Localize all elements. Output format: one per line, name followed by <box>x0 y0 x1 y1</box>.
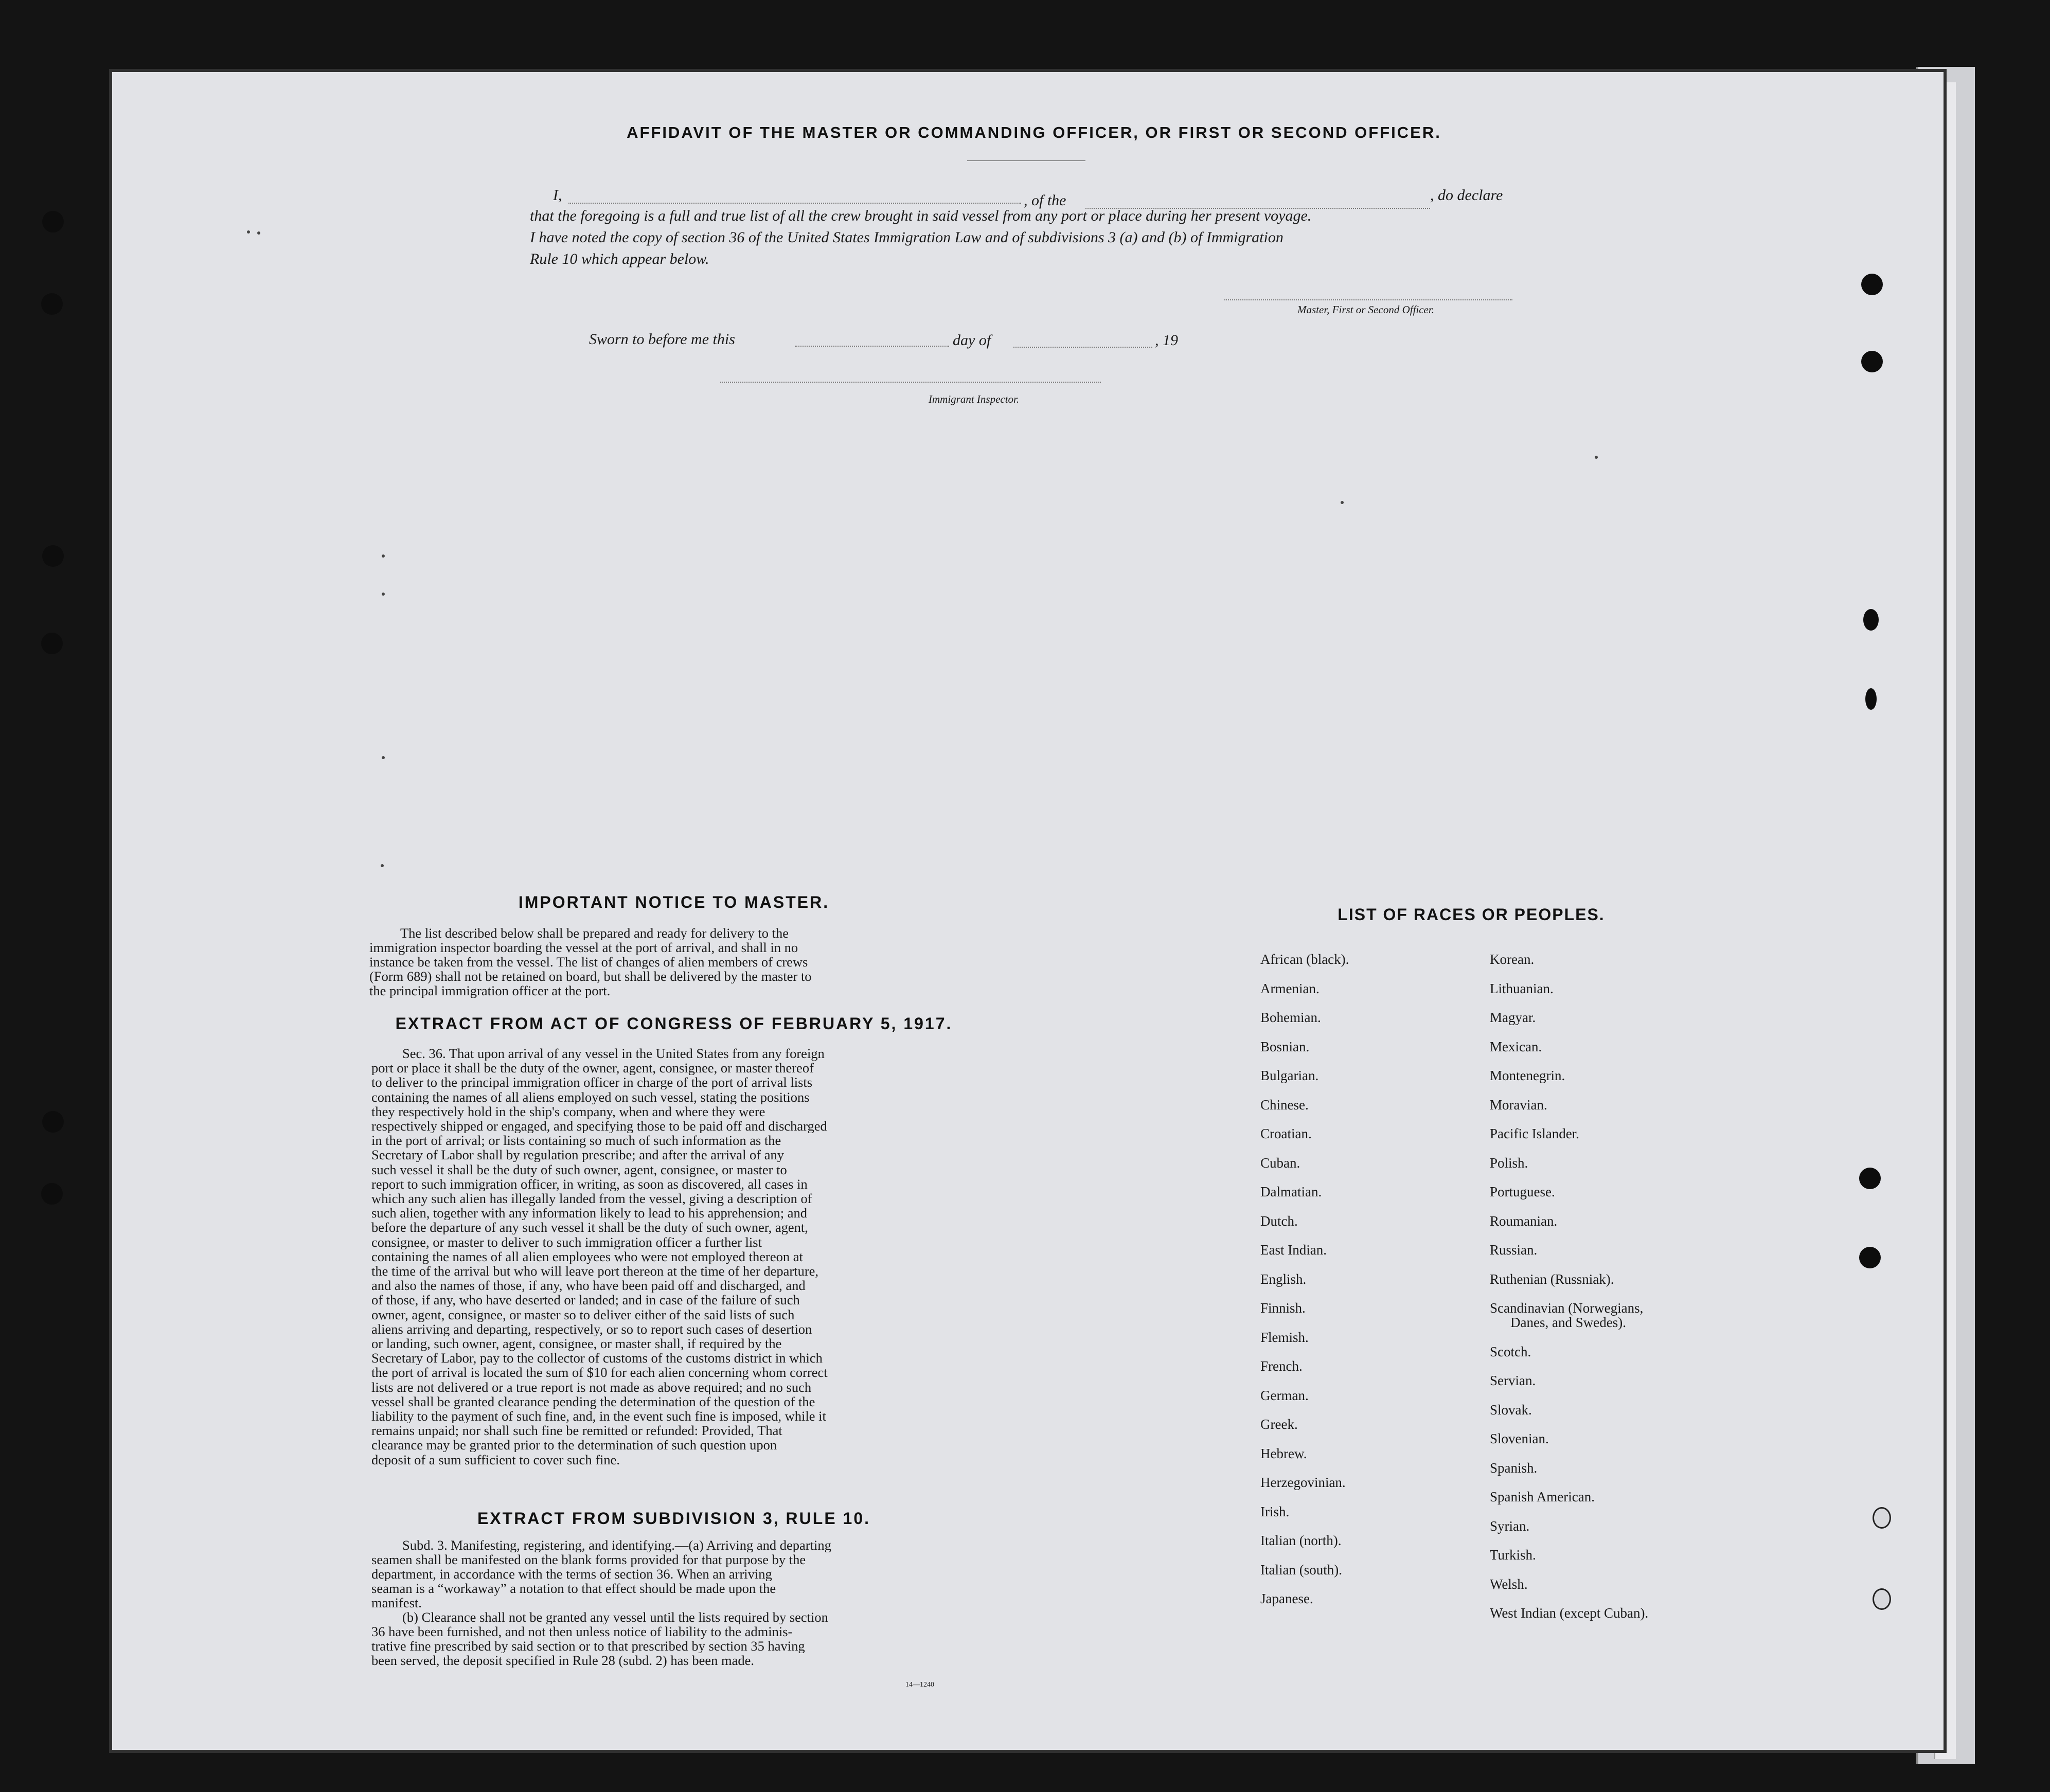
race-item: Armenian. <box>1260 980 1320 996</box>
race-item: Scandinavian (Norwegians, <box>1490 1300 1644 1316</box>
binder-hole <box>41 1183 63 1205</box>
race-item: Turkish. <box>1490 1547 1536 1563</box>
binder-hole <box>1865 688 1877 710</box>
race-item: German. <box>1260 1387 1309 1403</box>
text-line: The list described below shall be prepared and ready for delivery to the <box>400 926 789 940</box>
affidavit-line-2: that the foregoing is a full and true list of all the crew brought in said vessel from any port or place during her present voyage. <box>530 207 1312 224</box>
text-line: 36 have been furnished, and not then unless notice of liability to the adminis- <box>371 1624 793 1639</box>
text-line: the time of the arrival but who will leave port thereon at the time of her departure, <box>371 1264 819 1278</box>
race-item: Magyar. <box>1490 1010 1536 1025</box>
text-line: to deliver to the principal immigration officer in charge of the port of arrival lists <box>371 1075 813 1090</box>
race-item: Scotch. <box>1490 1343 1531 1359</box>
race-item: Moravian. <box>1490 1097 1547 1113</box>
text-line: consignee, or master to deliver to such immigration officer a further list <box>371 1234 762 1249</box>
race-item: Finnish. <box>1260 1300 1306 1316</box>
race-item: Servian. <box>1490 1373 1536 1388</box>
text-line: such vessel it shall be the duty of such owner, agent, consignee, or master to <box>371 1162 787 1177</box>
race-item: Slovak. <box>1490 1402 1532 1418</box>
race-item: Polish. <box>1490 1155 1528 1171</box>
race-item: English. <box>1260 1271 1307 1287</box>
affidavit-line-3: I have noted the copy of section 36 of the United States Immigration Law and of subdivisions 3 (a) and (b) of Immigration <box>530 229 1284 246</box>
text-line: lists are not delivered or a true report is not made as above required; and no such <box>371 1379 812 1394</box>
name-blank-line <box>568 203 1021 204</box>
text-line: (Form 689) shall not be retained on board, but shall be delivered by the master to <box>369 969 812 983</box>
stray-mark <box>1595 456 1598 459</box>
day-of-label: day of <box>953 332 991 349</box>
race-item: Bohemian. <box>1260 1010 1321 1025</box>
race-item: Montenegrin. <box>1490 1068 1565 1083</box>
sworn-label: Sworn to before me this <box>589 331 735 348</box>
text-line: the port of arrival is located the sum of $10 for each alien concerning whom correct <box>371 1365 828 1380</box>
binder-hole <box>1861 274 1883 295</box>
text-line: vessel shall be granted clearance pending the determination of the question of the <box>371 1394 815 1409</box>
race-item: Portuguese. <box>1490 1184 1555 1199</box>
race-item: Slovenian. <box>1490 1431 1549 1446</box>
text-line: trative fine prescribed by said section or to that prescribed by section 35 having <box>371 1639 805 1653</box>
race-item: Lithuanian. <box>1490 980 1554 996</box>
year-prefix: , 19 <box>1155 332 1178 349</box>
text-line: which any such alien has illegally landed from the vessel, giving a description of <box>371 1191 812 1206</box>
race-item: Dutch. <box>1260 1213 1298 1229</box>
race-item: Spanish American. <box>1490 1489 1595 1504</box>
text-line: aliens arriving and departing, respectively, or so to report such cases of desertion <box>371 1321 812 1336</box>
form-code: 14—1240 <box>905 1681 934 1689</box>
race-item: Japanese. <box>1260 1591 1313 1606</box>
text-line: before the departure of any such vessel it shall be the duty of such owner, agent, <box>371 1220 808 1235</box>
signature-label: Master, First or Second Officer. <box>1297 303 1434 316</box>
binder-hole <box>42 211 64 232</box>
text-line: clearance may be granted prior to the determination of such question upon <box>371 1438 777 1453</box>
text-line: remains unpaid; nor shall such fine be remitted or refunded: Provided, That <box>371 1423 782 1438</box>
stray-mark <box>381 864 384 867</box>
text-line: (b) Clearance shall not be granted any vessel until the lists required by section <box>402 1610 828 1624</box>
affidavit-i: I, <box>553 187 562 204</box>
binder-hole <box>41 633 63 654</box>
race-item: Danes, and Swedes). <box>1510 1315 1626 1330</box>
binder-hole <box>1859 1168 1881 1189</box>
text-line: containing the names of all alien employees who were not employed thereon at <box>371 1249 803 1264</box>
text-line: containing the names of all aliens employed on such vessel, stating the positions <box>371 1089 810 1104</box>
binder-hole <box>42 1111 64 1133</box>
inspector-label: Immigrant Inspector. <box>929 393 1020 405</box>
stray-mark <box>382 593 385 596</box>
race-item: Welsh. <box>1490 1576 1528 1592</box>
race-item: Mexican. <box>1490 1038 1542 1054</box>
text-line: respectively shipped or engaged, and specifying those to be paid off and discharged <box>371 1119 827 1133</box>
text-line: or landing, such owner, agent, consignee, or master shall, if required by the <box>371 1336 782 1351</box>
stray-mark <box>1341 501 1344 504</box>
race-item: Chinese. <box>1260 1097 1309 1113</box>
race-item: Bosnian. <box>1260 1038 1310 1054</box>
race-item: Roumanian. <box>1490 1213 1558 1229</box>
race-item: Korean. <box>1490 952 1535 967</box>
race-item: Herzegovinian. <box>1260 1475 1346 1490</box>
race-item: Hebrew. <box>1260 1445 1307 1461</box>
text-line: department, in accordance with the terms of section 36. When an arriving <box>371 1567 772 1581</box>
text-line: liability to the payment of such fine, and, in the event such fine is imposed, while it <box>371 1409 826 1423</box>
stray-mark <box>382 554 385 558</box>
race-item: Ruthenian (Russniak). <box>1490 1271 1614 1287</box>
race-item: Italian (south). <box>1260 1562 1342 1578</box>
text-line: of those, if any, who have deserted or landed; and in case of the failure of such <box>371 1293 800 1307</box>
signature-line <box>1224 299 1512 300</box>
race-item: Flemish. <box>1260 1329 1309 1345</box>
text-line: port or place it shall be the duty of the owner, agent, consignee, or master thereof <box>371 1061 814 1076</box>
affidavit-line-4: Rule 10 which appear below. <box>530 250 709 267</box>
notice-title: IMPORTANT NOTICE TO MASTER. <box>518 893 830 911</box>
race-item: Bulgarian. <box>1260 1068 1319 1083</box>
text-line: seaman is a “workaway” a notation to that effect should be made upon the <box>371 1581 776 1596</box>
binder-hole <box>1859 1247 1881 1268</box>
affidavit-declare: , do declare <box>1430 187 1503 204</box>
act-extract-title: EXTRACT FROM ACT OF CONGRESS OF FEBRUARY 5, 1917. <box>395 1014 953 1033</box>
text-line: and also the names of those, if any, who have been paid off and discharged, and <box>371 1278 806 1293</box>
races-title: LIST OF RACES OR PEOPLES. <box>1338 905 1605 924</box>
race-item: Irish. <box>1260 1503 1290 1519</box>
stray-mark <box>382 756 385 759</box>
sworn-day-line <box>795 346 949 347</box>
text-line: Subd. 3. Manifesting, registering, and identifying.—(a) Arriving and departing <box>402 1538 831 1552</box>
title-underline <box>967 160 1085 161</box>
text-line: the principal immigration officer at the port. <box>369 983 611 998</box>
binder-hole <box>1861 351 1883 372</box>
text-line: manifest. <box>371 1596 422 1610</box>
affidavit-title: AFFIDAVIT OF THE MASTER OR COMMANDING OFFICER, OR FIRST OR SECOND OFFICER. <box>627 123 1441 141</box>
race-item: Italian (north). <box>1260 1533 1342 1548</box>
text-line: report to such immigration officer, in writing, as soon as discovered, all cases in <box>371 1176 808 1191</box>
text-line: Sec. 36. That upon arrival of any vessel in the United States from any foreign <box>402 1046 825 1061</box>
month-line <box>1013 347 1152 348</box>
binder-hole-empty <box>1873 1507 1891 1529</box>
text-line: deposit of a sum sufficient to cover such fine. <box>371 1452 620 1467</box>
text-line: Secretary of Labor shall by regulation prescribe; and after the arrival of any <box>371 1148 785 1162</box>
race-item: Croatian. <box>1260 1126 1312 1141</box>
text-line: instance be taken from the vessel. The list of changes of alien members of crews <box>369 955 808 969</box>
race-item: African (black). <box>1260 952 1349 967</box>
race-item: Pacific Islander. <box>1490 1126 1579 1141</box>
race-item: French. <box>1260 1358 1303 1374</box>
race-item: Russian. <box>1490 1242 1538 1258</box>
affidavit-of-the: , of the <box>1024 192 1066 209</box>
race-item: East Indian. <box>1260 1242 1327 1258</box>
race-item: Syrian. <box>1490 1518 1530 1534</box>
text-line: Secretary of Labor, pay to the collector of customs of the customs district in which <box>371 1351 823 1366</box>
text-line: such alien, together with any information likely to lead to his apprehension; and <box>371 1206 808 1221</box>
race-item: Greek. <box>1260 1417 1298 1432</box>
rule-extract-title: EXTRACT FROM SUBDIVISION 3, RULE 10. <box>477 1509 871 1528</box>
race-item: West Indian (except Cuban). <box>1490 1605 1649 1621</box>
race-item: Spanish. <box>1490 1460 1538 1476</box>
text-line: owner, agent, consignee, or master so to deliver either of the said lists of such <box>371 1307 795 1322</box>
binder-hole <box>41 293 63 315</box>
race-item: Cuban. <box>1260 1155 1300 1171</box>
binder-hole-empty <box>1873 1588 1891 1610</box>
text-line: seamen shall be manifested on the blank forms provided for that purpose by the <box>371 1552 806 1567</box>
text-line: in the port of arrival; or lists containing so much of such information as the <box>371 1133 781 1148</box>
stray-mark <box>257 231 260 235</box>
text-line: they respectively hold in the ship's company, when and where they were <box>371 1104 765 1119</box>
binder-hole <box>42 545 64 567</box>
inspector-signature-line <box>720 382 1101 383</box>
stray-mark <box>247 230 250 234</box>
race-item: Dalmatian. <box>1260 1184 1322 1199</box>
text-line: immigration inspector boarding the vessel at the port of arrival, and shall in no <box>369 940 798 955</box>
binder-hole <box>1863 609 1879 631</box>
text-line: been served, the deposit specified in Rule 28 (subd. 2) has been made. <box>371 1653 754 1668</box>
